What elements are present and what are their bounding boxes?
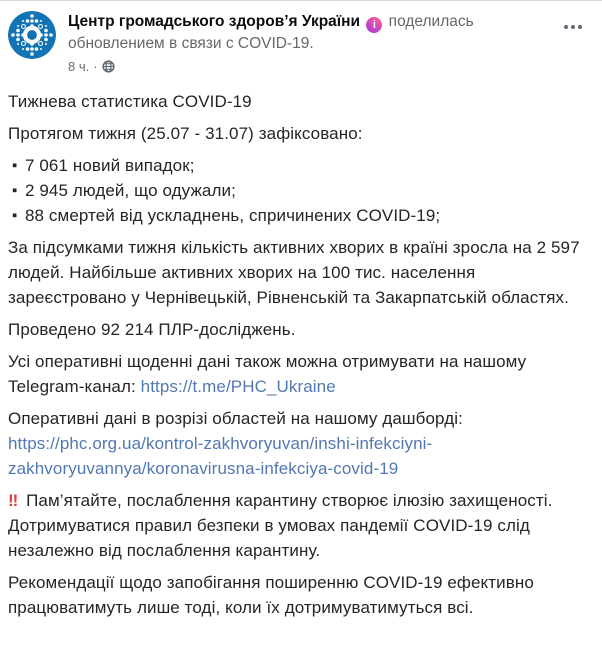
header-text	[68, 11, 556, 74]
list-item-deaths: ▪ 88 смертей від ускладнень, спричинених COVID-19;	[8, 203, 588, 228]
telegram-link[interactable]: https://t.me/PHC_Ukraine	[140, 377, 336, 396]
list-item-new-cases: ▪ 7 061 новий випадок;	[8, 153, 588, 178]
warning-text: Пам’ятайте, послаблення карантину створює ілюзію захищеності. Дотримуватися правил безпеки в умовах пандемії COVID-19 слід незалежно від послаблення карантину.	[8, 491, 553, 560]
dashboard-link[interactable]: https://phc.org.ua/kontrol-zakhvoryuvan/inshi-infekciyni-zakhvoryuvannya/koronavirusna-infekciya-covid-19	[8, 434, 433, 478]
action-text: поделилась обновлением в связи с COVID-19.	[68, 13, 474, 52]
post-paragraph-active-cases: За підсумками тижня кількість активних хворих в країні зросла на 2 597 людей. Найбільше активних хворих на 100 тис. населення зареєстровано у Чернівецькій, Рівненській та Закарпатській областях.	[8, 238, 580, 307]
post-body	[0, 74, 602, 620]
ellipsis-dot	[571, 25, 575, 29]
post-paragraph-telegram	[8, 349, 588, 399]
stats-list	[8, 153, 588, 228]
post-paragraph-dashboard	[8, 406, 588, 481]
timestamp[interactable]: 8 ч.	[68, 59, 90, 74]
post-paragraph-title: Тижнева статистика COVID-19	[8, 92, 252, 111]
meta-separator: ·	[93, 59, 98, 74]
globe-icon	[102, 60, 115, 73]
dashboard-text: Оперативні дані в розрізі областей на нашому дашборді:	[8, 409, 463, 428]
ellipsis-dot	[564, 25, 568, 29]
post-paragraph-pcr-tests: Проведено 92 214 ПЛР-досліджень.	[8, 320, 296, 339]
avatar[interactable]	[8, 11, 56, 59]
post-paragraph-period: Протягом тижня (25.07 - 31.07) зафіксовано:	[8, 124, 363, 143]
ellipsis-dot	[578, 25, 582, 29]
post-byline	[68, 11, 556, 54]
page-name-link[interactable]: Центр громадського здоров’я України	[68, 13, 361, 30]
double-exclamation-icon: ‼	[8, 491, 20, 510]
post-paragraph-warning	[8, 488, 588, 563]
post-header	[0, 1, 602, 74]
telegram-text: Усі оперативні щоденні дані також можна отримувати на нашому Telegram-канал:	[8, 352, 527, 396]
phc-logo-icon	[8, 11, 56, 59]
more-options-button[interactable]	[556, 11, 590, 37]
list-item-recovered: ▪ 2 945 людей, що одужали;	[8, 178, 588, 203]
timestamp-row	[68, 59, 556, 74]
info-badge-icon[interactable]: i	[366, 17, 382, 33]
post-paragraph-recommendations: Рекомендації щодо запобігання поширенню COVID-19 ефективно працюватимуть лише тоді, коли їх дотримуватимуться всі.	[8, 573, 534, 617]
